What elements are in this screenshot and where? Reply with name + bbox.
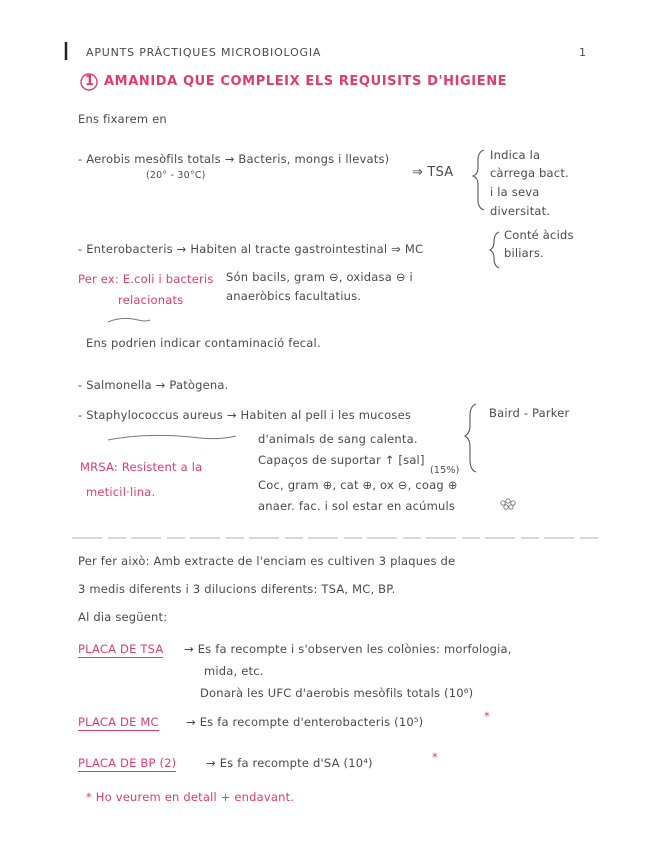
- aerobis-range: (20° - 30°C): [146, 170, 206, 181]
- mc-note-2: biliars.: [504, 246, 544, 260]
- procedure-line-1: Per fer això: Amb extracte de l'enciam es cultiven 3 plaques de: [78, 554, 456, 568]
- enterobacteris-example-1: Per ex: E.coli i bacteris: [78, 272, 214, 286]
- enterobacteris-example-2: relacionats: [118, 293, 184, 307]
- aerobis-note-1: Indica la: [490, 148, 541, 162]
- aerobis-note-3: i la seva: [490, 185, 540, 199]
- section-title: AMANIDA QUE COMPLEIX ELS REQUISITS D'HIGIENE: [104, 74, 508, 89]
- footnote: * Ho veurem en detall + endavant.: [86, 790, 295, 804]
- plate-mc-label: PLACA DE MC: [78, 715, 159, 729]
- staph-desc-2: Capaços de suportar ↑ [sal]: [258, 453, 425, 467]
- section-number: 1: [85, 74, 95, 89]
- brace-mc: [490, 232, 499, 268]
- staph-desc-4: anaer. fac. i sol estar en acúmuls: [258, 499, 456, 513]
- enterobacteris-desc-1: Són bacils, gram ⊖, oxidasa ⊖ i: [226, 270, 413, 284]
- fecal-note: Ens podrien indicar contaminació fecal.: [86, 336, 321, 350]
- squiggle-2: [108, 435, 236, 440]
- brace-tsa: [473, 150, 484, 210]
- brace-bp: [465, 404, 476, 472]
- enterobacteris-line: - Enterobacteris → Habiten al tracte gastrointestinal ⇒ MC: [78, 242, 424, 256]
- intro-text: Ens fixarem en: [78, 112, 167, 126]
- staph-salt-percent: (15%): [430, 465, 460, 476]
- plate-tsa-line-1: → Es fa recompte i s'observen les colònies: morfologia,: [184, 642, 512, 656]
- cluster-icon: [501, 499, 515, 509]
- mrsa-note-2: meticil·lina.: [86, 485, 156, 499]
- plate-bp-label: PLACA DE BP (2): [78, 756, 177, 770]
- salmonella-line: - Salmonella → Patògena.: [78, 378, 229, 392]
- aerobis-medium: ⇒ TSA: [412, 165, 454, 180]
- staph-desc-1: d'animals de sang calenta.: [258, 432, 418, 446]
- enterobacteris-desc-2: anaeròbics facultatius.: [226, 289, 362, 303]
- plate-bp-asterisk: *: [432, 750, 438, 764]
- plate-bp-line: → Es fa recompte d'SA (10⁴): [206, 756, 373, 770]
- plate-mc-asterisk: *: [484, 709, 490, 723]
- mrsa-note-1: MRSA: Resistent a la: [80, 460, 203, 474]
- mc-note-1: Conté àcids: [504, 228, 574, 242]
- aerobis-line: - Aerobis mesòfils totals → Bacteris, mongs i llevats): [78, 152, 390, 166]
- header-title: APUNTS PRÀCTIQUES MICROBIOLOGIA: [86, 46, 322, 59]
- plate-tsa-line-3: Donarà les UFC d'aerobis mesòfils totals (10⁶): [200, 686, 474, 700]
- plate-tsa-line-2: mida, etc.: [204, 664, 264, 678]
- page-number: 1: [579, 46, 587, 59]
- aerobis-note-2: càrrega bact.: [490, 166, 569, 180]
- aerobis-note-4: diversitat.: [490, 204, 551, 218]
- procedure-line-3: Al dia següent:: [78, 610, 168, 624]
- plate-mc-line: → Es fa recompte d'enterobacteris (10⁵): [186, 715, 424, 729]
- plate-tsa-label: PLACA DE TSA: [78, 642, 164, 656]
- staph-line: - Staphylococcus aureus → Habiten al pell i les mucoses: [78, 408, 412, 422]
- staph-desc-3: Coc, gram ⊕, cat ⊕, ox ⊖, coag ⊕: [258, 478, 458, 492]
- procedure-line-2: 3 medis diferents i 3 dilucions diferents: TSA, MC, BP.: [78, 582, 396, 596]
- staph-medium: Baird - Parker: [489, 406, 570, 420]
- squiggle-1: [108, 318, 150, 322]
